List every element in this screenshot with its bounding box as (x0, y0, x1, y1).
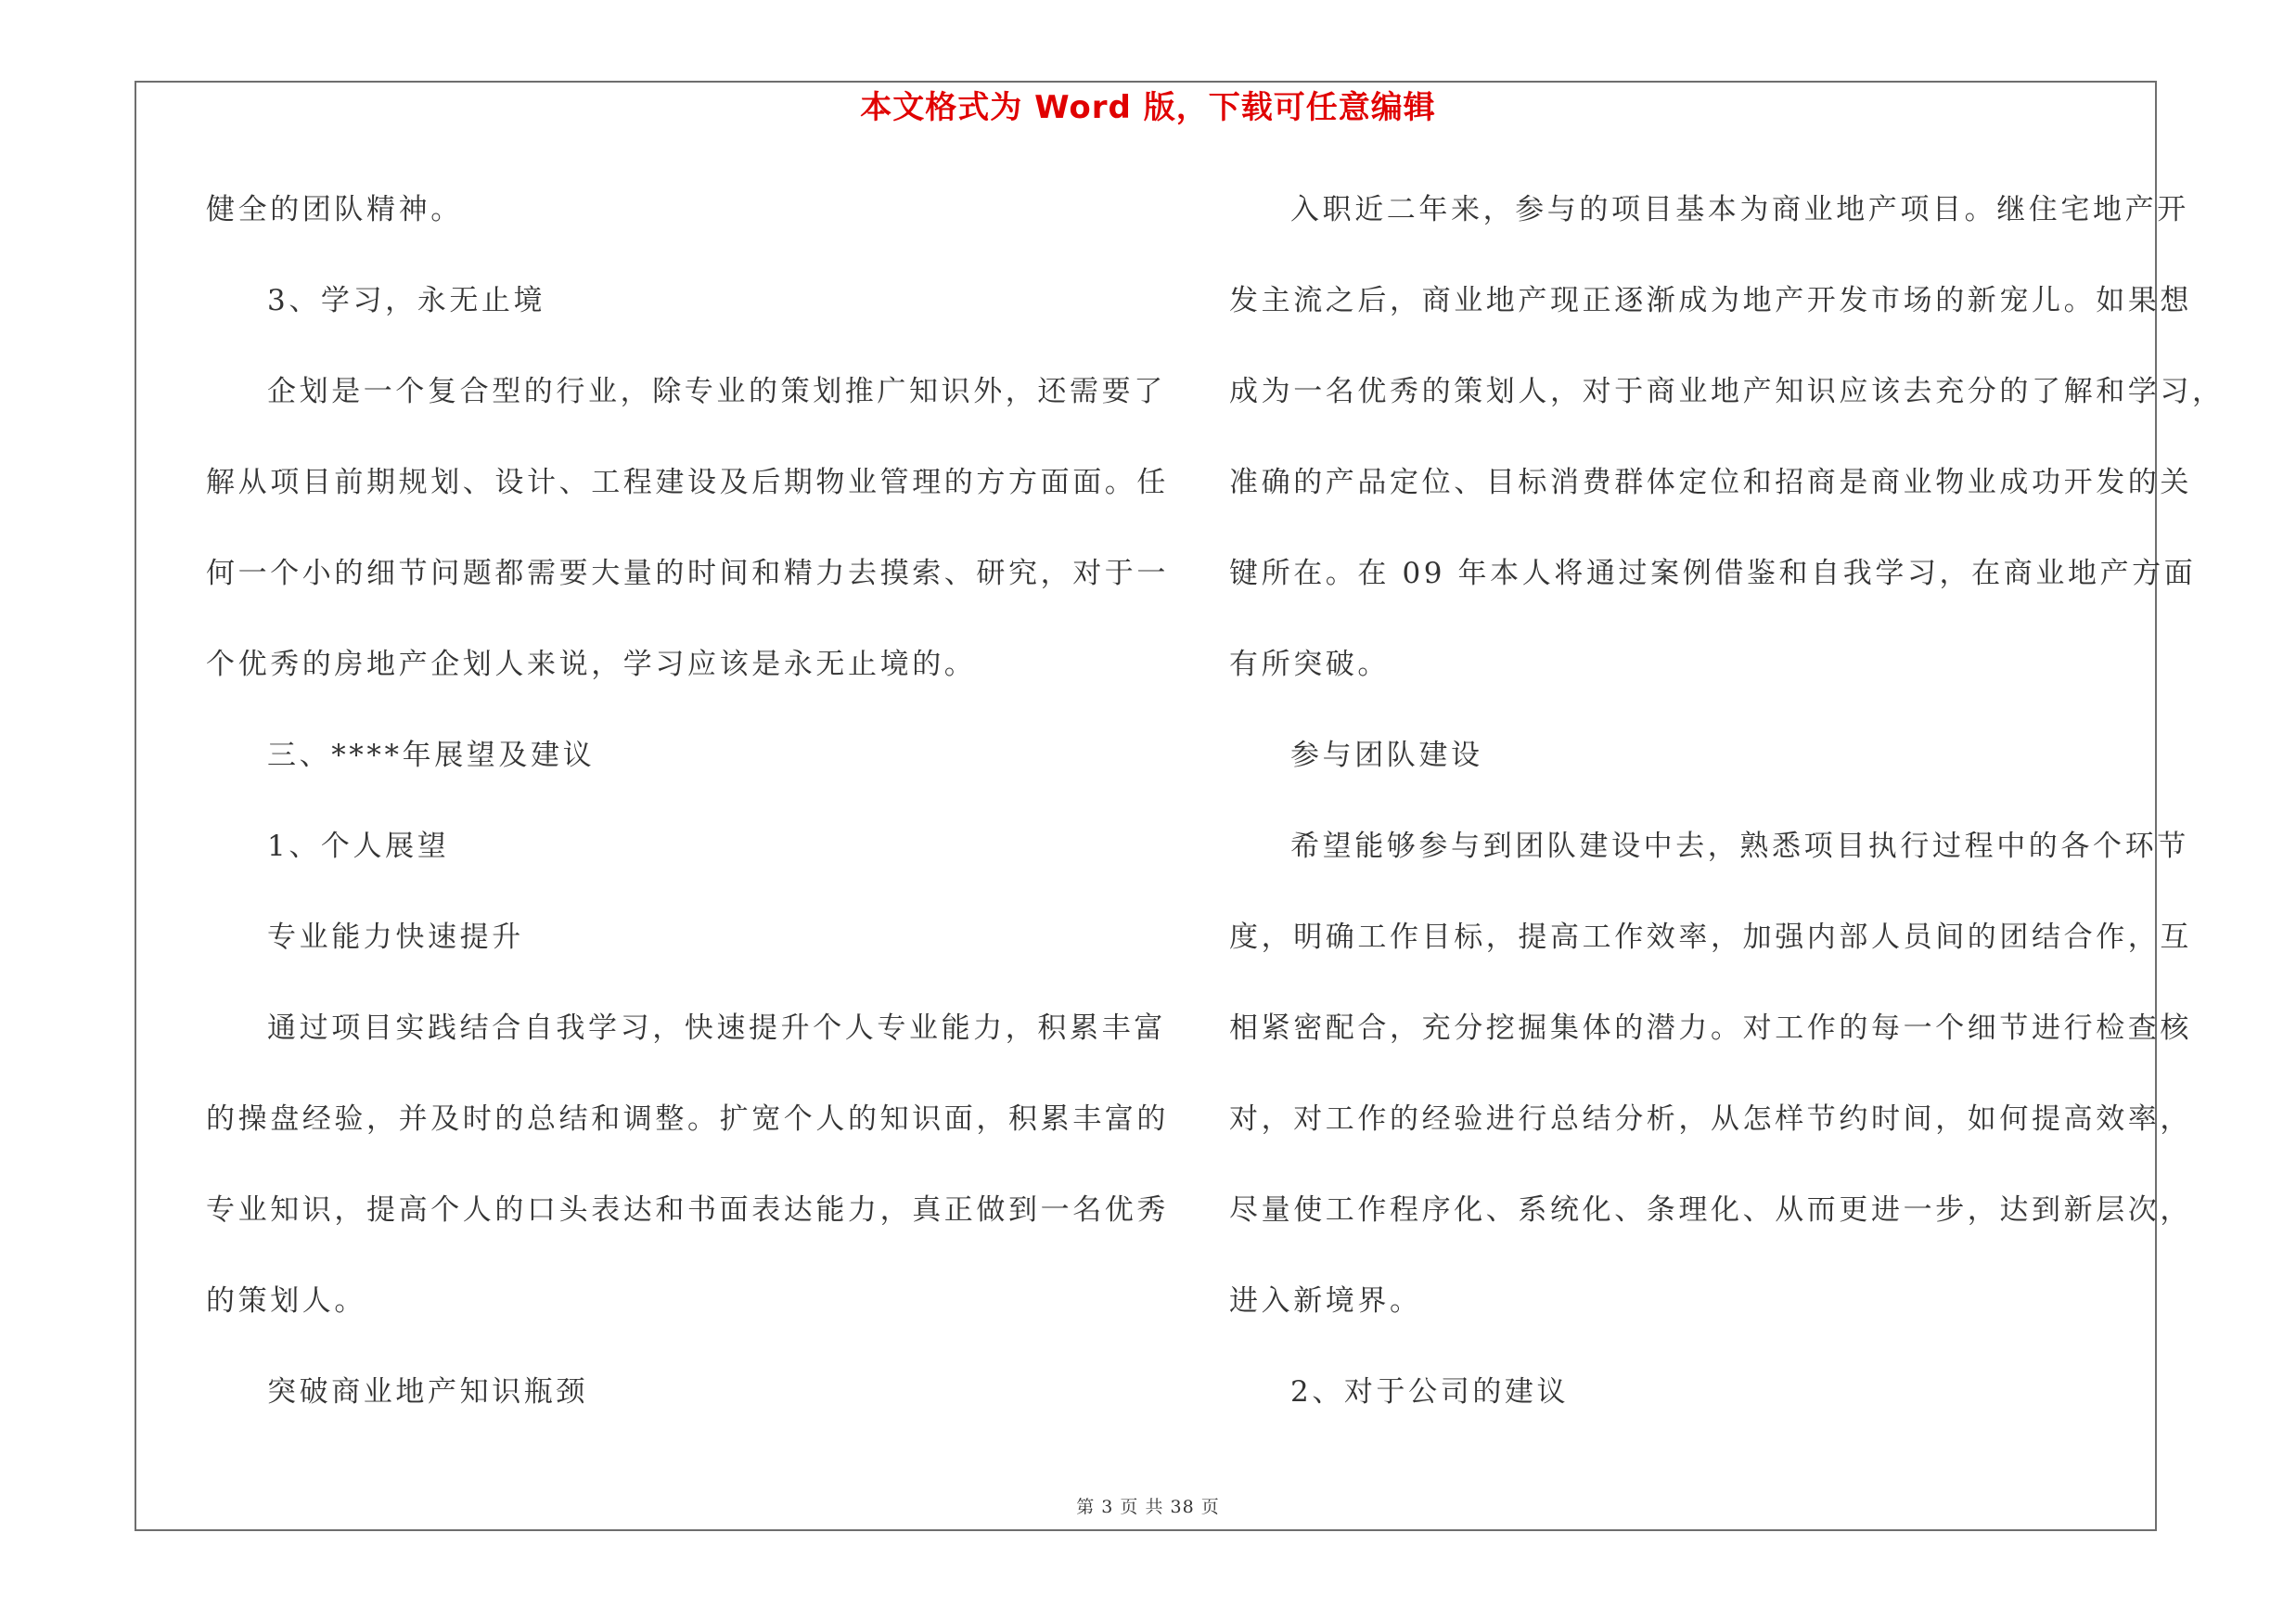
text-line: 健全的团队精神。 (206, 193, 463, 226)
text-line: 解从项目前期规划、设计、工程建设及后期物业管理的方方面面。任 (206, 466, 1169, 499)
text-line: 突破商业地产知识瓶颈 (267, 1375, 588, 1409)
text-line: 希望能够参与到团队建设中去，熟悉项目执行过程中的各个环节 (1290, 830, 2189, 863)
left-text-column (206, 182, 1169, 1455)
text-line: 相紧密配合，充分挖掘集体的潜力。对工作的每一个细节进行检查核 (1229, 1011, 2192, 1045)
text-line: 三、****年展望及建议 (267, 739, 596, 772)
text-line: 1、个人展望 (267, 830, 450, 863)
text-line: 通过项目实践结合自我学习，快速提升个人专业能力，积累丰富 (267, 1011, 1166, 1045)
text-line: 3、学习，永无止境 (267, 284, 546, 317)
text-line: 入职近二年来，参与的项目基本为商业地产项目。继住宅地产开 (1290, 193, 2189, 226)
right-text-column (1229, 182, 2225, 1455)
text-line: 专业知识，提高个人的口头表达和书面表达能力，真正做到一名优秀 (206, 1193, 1169, 1227)
text-line: 发主流之后，商业地产现正逐渐成为地产开发市场的新宠儿。如果想 (1229, 284, 2192, 317)
text-line: 个优秀的房地产企划人来说，学习应该是永无止境的。 (206, 648, 977, 681)
word-format-banner: 本文格式为 Word 版，下载可任意编辑 (860, 89, 1436, 126)
text-line: 键所在。在 09 年本人将通过案例借鉴和自我学习，在商业地产方面 (1229, 557, 2197, 590)
text-line: 参与团队建设 (1290, 739, 1483, 772)
text-line: 有所突破。 (1229, 648, 1390, 681)
text-line: 专业能力快速提升 (267, 921, 524, 954)
text-line: 何一个小的细节问题都需要大量的时间和精力去摸索、研究，对于一 (206, 557, 1169, 590)
text-line: 尽量使工作程序化、系统化、条理化、从而更进一步，达到新层次， (1229, 1193, 2192, 1227)
text-line: 度，明确工作目标，提高工作效率，加强内部人员间的团结合作，互 (1229, 921, 2192, 954)
text-line: 进入新境界。 (1229, 1284, 1422, 1318)
text-line: 的操盘经验，并及时的总结和调整。扩宽个人的知识面，积累丰富的 (206, 1102, 1169, 1136)
text-line: 的策划人。 (206, 1284, 366, 1318)
text-line: 企划是一个复合型的行业，除专业的策划推广知识外，还需要了 (267, 375, 1166, 408)
text-line: 成为一名优秀的策划人，对于商业地产知识应该去充分的了解和学习， (1229, 375, 2225, 408)
text-line: 对，对工作的经验进行总结分析，从怎样节约时间，如何提高效率， (1229, 1102, 2192, 1136)
page-number-footer: 第 3 页 共 38 页 (1076, 1497, 1220, 1517)
text-line: 准确的产品定位、目标消费群体定位和招商是商业物业成功开发的关 (1229, 466, 2192, 499)
text-line: 2、对于公司的建议 (1290, 1375, 1570, 1409)
